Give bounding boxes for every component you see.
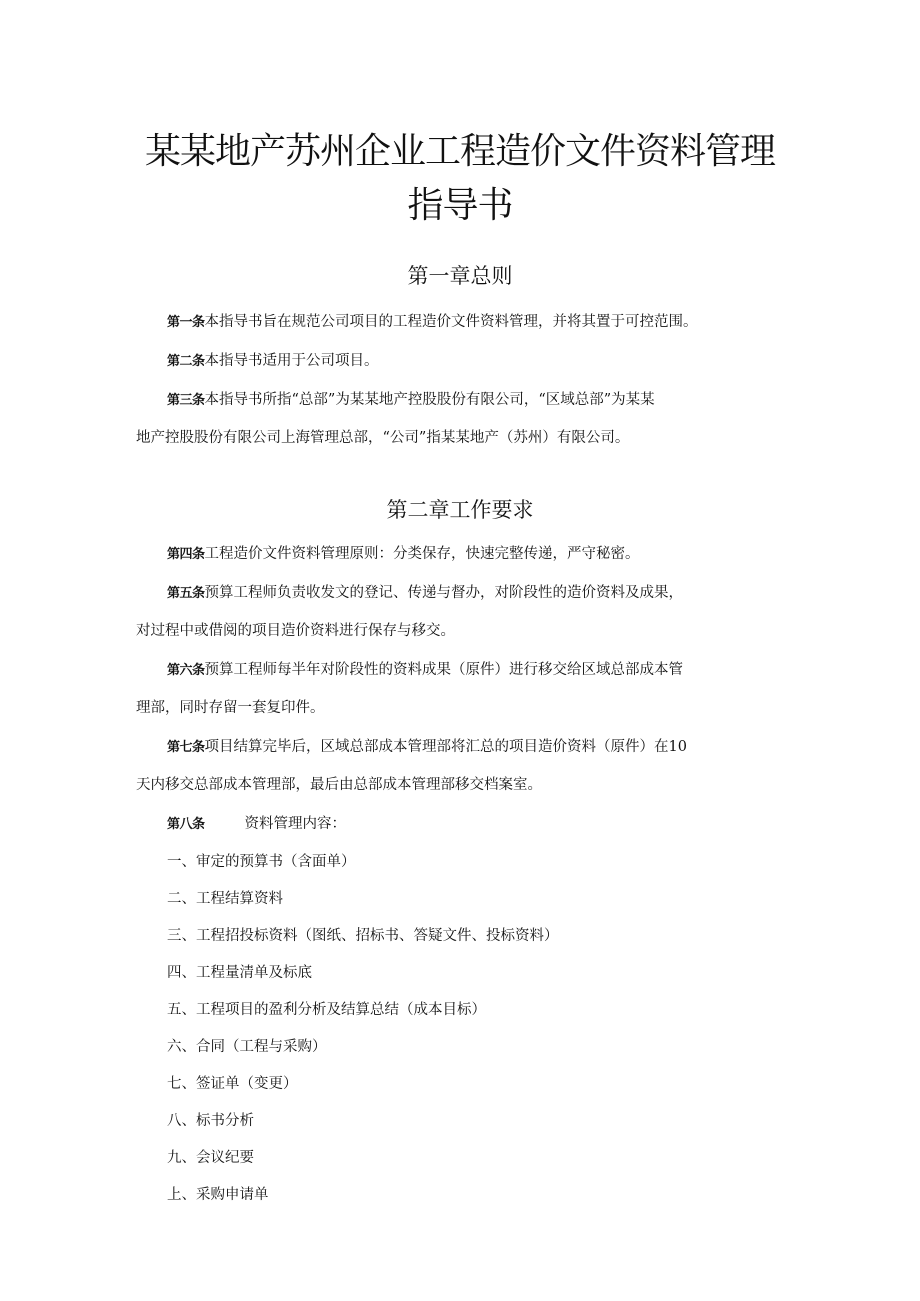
article-5-continuation: 对过程中或借阅的项目造价资料进行保存与移交。 xyxy=(136,623,455,639)
article-6 xyxy=(167,660,683,681)
article-6-continuation: 理部，同时存留一套复印件。 xyxy=(136,700,325,716)
list-item: 八、标书分析 xyxy=(167,1113,254,1129)
article-text: 预算工程师负责收发文的登记、传递与督办，对阶段性的造价资料及成果， xyxy=(204,585,684,601)
article-7 xyxy=(167,737,687,758)
article-4 xyxy=(167,544,640,565)
article-text: 工程造价文件资料管理原则：分类保存，快速完整传递，严守秘密。 xyxy=(204,546,640,562)
article-text: 项目结算完毕后，区域总部成本管理部将汇总的项目造价资料（原件）在10 xyxy=(204,739,687,755)
article-text: 预算工程师每半年对阶段性的资料成果（原件）进行移交给区域总部成本管 xyxy=(204,662,684,678)
list-item: 二、工程结算资料 xyxy=(167,891,283,907)
document-title-line-1: 某某地产苏州企业工程造价文件资料管理 xyxy=(144,131,775,172)
article-label: 第二条 xyxy=(167,354,205,369)
article-label: 第六条 xyxy=(167,663,205,678)
article-3-continuation: 地产控股股份有限公司上海管理总部，“公司”指某某地产（苏州）有限公司。 xyxy=(136,430,630,446)
article-8 xyxy=(167,814,346,835)
list-item: 上、采购申请单 xyxy=(167,1187,269,1203)
article-label: 第一条 xyxy=(167,315,205,330)
article-label: 第五条 xyxy=(167,586,205,601)
list-item: 九、会议纪要 xyxy=(167,1150,254,1166)
article-7-continuation: 天内移交总部成本管理部，最后由总部成本管理部移交档案室。 xyxy=(136,777,542,793)
list-item: 七、签证单（变更） xyxy=(167,1076,298,1092)
list-item: 四、工程量清单及标底 xyxy=(167,965,312,981)
list-item: 三、工程招投标资料（图纸、招标书、答疑文件、投标资料） xyxy=(167,928,559,944)
article-text: 资料管理内容： xyxy=(244,816,347,832)
article-3 xyxy=(167,390,655,411)
list-item: 五、工程项目的盈利分析及结算总结（成本目标） xyxy=(167,1002,486,1018)
article-text: 本指导书所指“总部”为某某地产控股股份有限公司，“区域总部”为某某 xyxy=(204,392,655,408)
article-label: 第四条 xyxy=(167,547,205,562)
article-5 xyxy=(167,583,683,604)
article-label: 第三条 xyxy=(167,393,205,408)
article-2 xyxy=(167,351,379,372)
article-1 xyxy=(167,312,698,333)
document-title-line-2: 指导书 xyxy=(407,185,513,226)
list-item: 六、合同（工程与采购） xyxy=(167,1039,327,1055)
article-text: 本指导书旨在规范公司项目的工程造价文件资料管理，并将其置于可控范围。 xyxy=(204,314,698,330)
article-label: 第八条 xyxy=(167,817,205,832)
chapter-1-heading: 第一章总则 xyxy=(407,264,513,288)
article-text: 本指导书适用于公司项目。 xyxy=(204,353,379,369)
article-label: 第七条 xyxy=(167,740,205,755)
list-item: 一、审定的预算书（含面单） xyxy=(167,854,356,870)
chapter-2-heading: 第二章工作要求 xyxy=(386,498,534,522)
